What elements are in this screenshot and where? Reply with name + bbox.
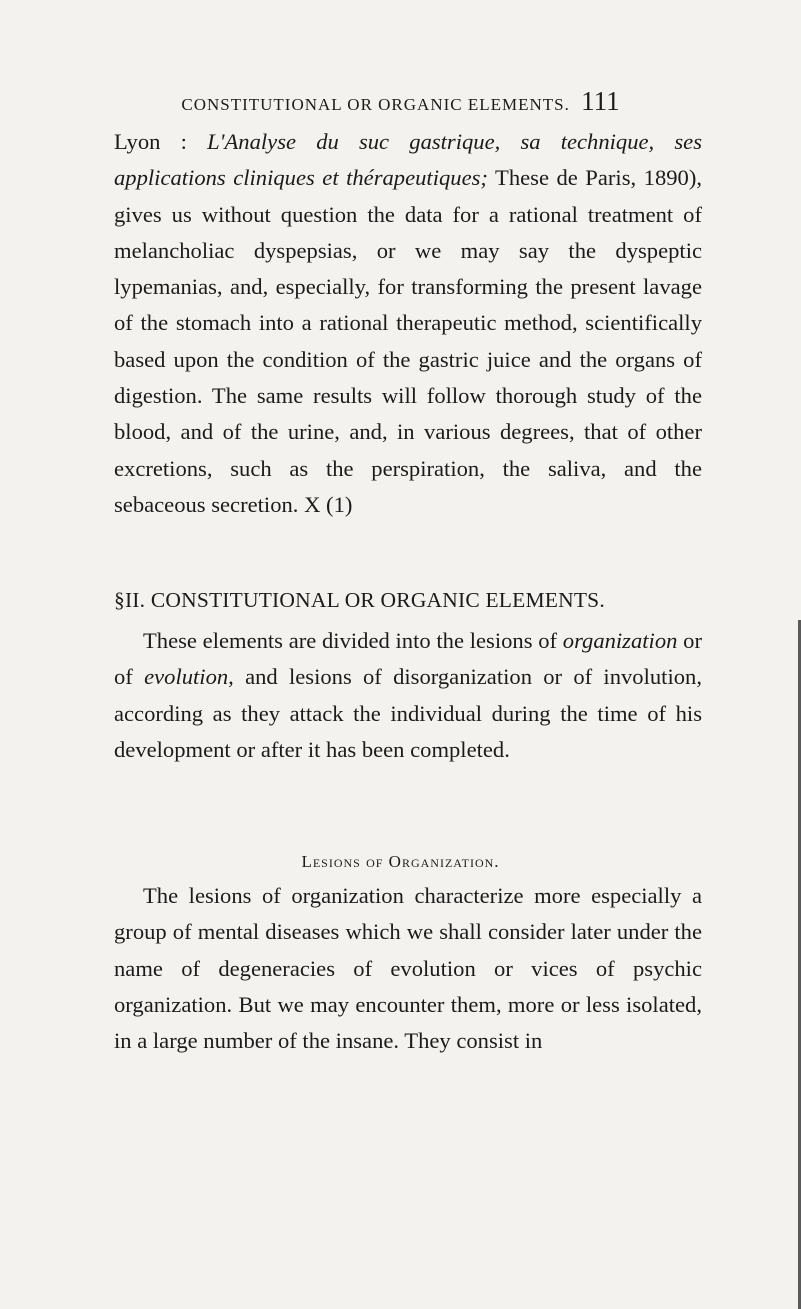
term-evolution: evolution	[144, 664, 229, 690]
paragraph-continuation	[114, 124, 702, 523]
running-head	[0, 86, 801, 117]
running-head-title: CONSTITUTIONAL OR ORGANIC ELEMENTS.	[181, 95, 570, 114]
paragraph-text-3: , and lesions of disorganization or of involution, according as they attack the individual during the time of his development or after it has been completed.	[114, 664, 702, 762]
french-title: L'Analyse du suc gastrique, sa technique, ses applications cliniques et thérapeutiques;	[114, 129, 702, 191]
paragraph-text: The lesions of organization characterize more especially a group of mental diseases which we shall consider later under the name of degeneracies of evolution or vices of psychic organization. But we may encounter them, more or less isolated, in a large number of the insane. They consist in	[114, 883, 702, 1054]
paragraph-lesions	[114, 878, 702, 1059]
paragraph-text-1: These elements are divided into the lesions of	[143, 628, 563, 653]
paragraph-body: These de Paris, 1890), gives us without question the data for a rational treatment of melancholiac dyspepsias, or we may say the dyspeptic lypemanias, and, especially, for transforming the present lavage of the stomach into a rational therapeutic method, scientifically based upon the condition of the gastric juice and the organs of digestion. The same results will follow thorough study of the blood, and of the urine, and, in various degrees, that of other excretions, such as the perspiration, the saliva, and the sebaceous secretion. X (1)	[114, 165, 703, 517]
paragraph-lead: Lyon :	[114, 129, 208, 154]
term-organization: organization	[562, 628, 678, 653]
paragraph-elements	[114, 623, 702, 768]
page-number: 111	[581, 86, 620, 116]
section-heading: §II. CONSTITUTIONAL OR ORGANIC ELEMENTS.	[114, 588, 605, 612]
sub-heading: Lesions of Organization.	[301, 852, 500, 871]
paragraph-text-2: or of	[114, 628, 702, 690]
